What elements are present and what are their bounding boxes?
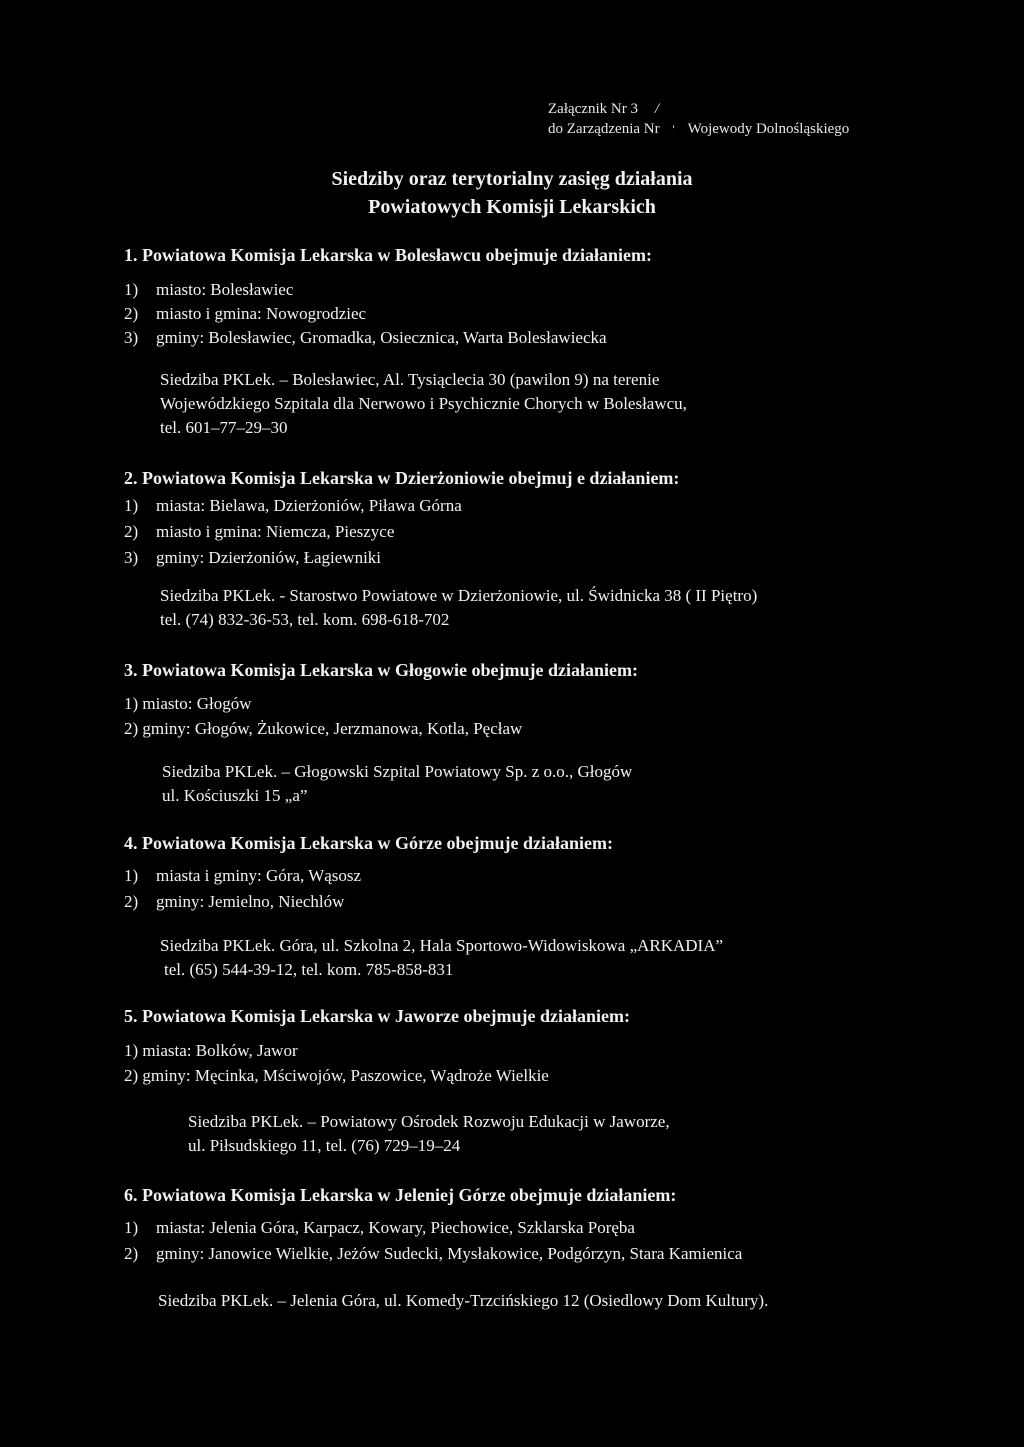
section-heading: 5. Powiatowa Komisja Lekarska w Jaworze obejmuje działaniem:: [124, 1006, 630, 1026]
list-item: [124, 717, 1004, 741]
section-jawor: [124, 1004, 1004, 1088]
annex-ordinance-suffix: Wojewody Dolnośląskiego: [687, 121, 850, 137]
annex-header: [548, 99, 849, 139]
list-item-text: gminy: Jemielno, Niechlów: [156, 892, 345, 911]
list-item-number: 2): [124, 1066, 139, 1085]
seat-gora: [160, 934, 723, 982]
seat-line: ul. Kościuszki 15 „a”: [162, 786, 308, 805]
seat-jelenia-gora: [158, 1289, 768, 1313]
section-boleslawiec: [124, 243, 1004, 350]
list-item-number: 1): [124, 694, 139, 713]
title-line-1: Siedziby oraz terytorialny zasięg działania: [331, 168, 693, 190]
list-item-text: miasto i gmina: Niemcza, Pieszyce: [156, 522, 395, 541]
section-heading: 6. Powiatowa Komisja Lekarska w Jeleniej Górze obejmuje działaniem:: [124, 1185, 677, 1205]
annex-line-2: [548, 119, 849, 139]
seat-dzierzoniow: [160, 584, 757, 632]
list-item-number: 3): [124, 548, 139, 567]
section-items: [124, 864, 1004, 914]
list-item-text: miasto i gmina: Nowogrodziec: [156, 304, 367, 323]
list-item: [124, 1216, 1004, 1242]
list-item-text: miasto: Głogów: [142, 694, 252, 713]
list-item: [124, 864, 1004, 890]
annex-handwritten-mark: /: [654, 101, 660, 117]
section-heading: 3. Powiatowa Komisja Lekarska w Głogowie obejmuje działaniem:: [124, 660, 638, 680]
seat-line: tel. (74) 832-36-53, tel. kom. 698-618-702: [160, 610, 450, 629]
list-item-text: miasto: Bolesławiec: [156, 280, 294, 299]
list-item: [124, 278, 1004, 302]
list-item-number: 2): [124, 719, 139, 738]
seat-boleslawiec: [160, 368, 687, 440]
list-item-number: 1): [124, 1218, 139, 1237]
section-items: [124, 1216, 1004, 1266]
list-item-text: gminy: Janowice Wielkie, Jeżów Sudecki, Mysłakowice, Podgórzyn, Stara Kamienica: [156, 1244, 743, 1263]
section-heading: 1. Powiatowa Komisja Lekarska w Bolesławcu obejmuje działaniem:: [124, 245, 652, 265]
list-item: [124, 494, 1004, 520]
document-title: [0, 165, 1024, 221]
section-items: [124, 692, 1004, 741]
seat-line: Siedziba PKLek. – Powiatowy Ośrodek Rozwoju Edukacji w Jaworze,: [188, 1112, 670, 1131]
seat-line: Siedziba PKLek. – Bolesławiec, Al. Tysiąclecia 30 (pawilon 9) na terenie: [160, 370, 660, 389]
list-item-number: 3): [124, 328, 139, 347]
seat-glogow: [162, 760, 632, 808]
section-dzierzoniow: [124, 466, 1004, 570]
seat-line: tel. 601–77–29–30: [160, 418, 288, 437]
title-line-2: Powiatowych Komisji Lekarskich: [368, 196, 656, 218]
list-item-number: 1): [124, 866, 139, 885]
list-item-text: miasta: Jelenia Góra, Karpacz, Kowary, Piechowice, Szklarska Poręba: [156, 1218, 635, 1237]
list-item-number: 2): [124, 1244, 139, 1263]
section-jelenia-gora: [124, 1183, 1004, 1266]
list-item: [124, 326, 1004, 350]
seat-line: Siedziba PKLek. – Głogowski Szpital Powiatowy Sp. z o.o., Głogów: [162, 762, 633, 781]
list-item-number: 2): [124, 522, 139, 541]
section-gora: [124, 831, 1004, 914]
list-item-text: miasta: Bielawa, Dzierżoniów, Piława Górna: [156, 496, 462, 515]
list-item: [124, 1039, 1004, 1064]
section-glogow: [124, 658, 1004, 741]
seat-line: Wojewódzkiego Szpitala dla Nerwowo i Psychicznie Chorych w Bolesławcu,: [160, 394, 687, 413]
section-heading: 4. Powiatowa Komisja Lekarska w Górze obejmuje działaniem:: [124, 833, 613, 853]
list-item-text: miasta: Bolków, Jawor: [142, 1041, 298, 1060]
list-item-number: 1): [124, 496, 139, 515]
seat-line: Siedziba PKLek. - Starostwo Powiatowe w Dzierżoniowie, ul. Świdnicka 38 ( II Piętro): [160, 586, 758, 605]
list-item-number: 1): [124, 1041, 139, 1060]
list-item: [124, 1242, 1004, 1266]
list-item-text: miasta i gminy: Góra, Wąsosz: [156, 866, 362, 885]
seat-jawor: [188, 1110, 670, 1158]
list-item-text: gminy: Męcinka, Mściwojów, Paszowice, Wądroże Wielkie: [142, 1066, 549, 1085]
section-items: [124, 494, 1004, 570]
list-item: [124, 890, 1004, 914]
list-item-text: gminy: Bolesławiec, Gromadka, Osiecznica, Warta Bolesławiecka: [156, 328, 607, 347]
section-items: [124, 1039, 1004, 1088]
list-item: [124, 302, 1004, 326]
list-item-number: 2): [124, 892, 139, 911]
list-item: [124, 1064, 1004, 1088]
seat-line: tel. (65) 544-39-12, tel. kom. 785-858-831: [164, 960, 454, 979]
list-item: [124, 692, 1004, 717]
annex-handwritten-mark-2: ': [672, 122, 675, 136]
annex-ordinance-prefix: do Zarządzenia Nr: [548, 121, 660, 137]
seat-line: ul. Piłsudskiego 11, tel. (76) 729–19–24: [188, 1136, 461, 1155]
section-heading: 2. Powiatowa Komisja Lekarska w Dzierżoniowie obejmuj e działaniem:: [124, 468, 680, 488]
list-item-number: 1): [124, 280, 139, 299]
annex-line-1: [548, 99, 849, 119]
list-item-text: gminy: Głogów, Żukowice, Jerzmanowa, Kotla, Pęcław: [142, 719, 523, 738]
list-item-number: 2): [124, 304, 139, 323]
seat-line: Siedziba PKLek. – Jelenia Góra, ul. Komedy-Trzcińskiego 12 (Osiedlowy Dom Kultury).: [158, 1291, 769, 1310]
annex-number: Załącznik Nr 3: [548, 101, 638, 117]
list-item-text: gminy: Dzierżoniów, Łagiewniki: [156, 548, 382, 567]
list-item: [124, 546, 1004, 570]
seat-line: Siedziba PKLek. Góra, ul. Szkolna 2, Hala Sportowo-Widowiskowa „ARKADIA”: [160, 936, 724, 955]
list-item: [124, 520, 1004, 546]
section-items: [124, 278, 1004, 350]
